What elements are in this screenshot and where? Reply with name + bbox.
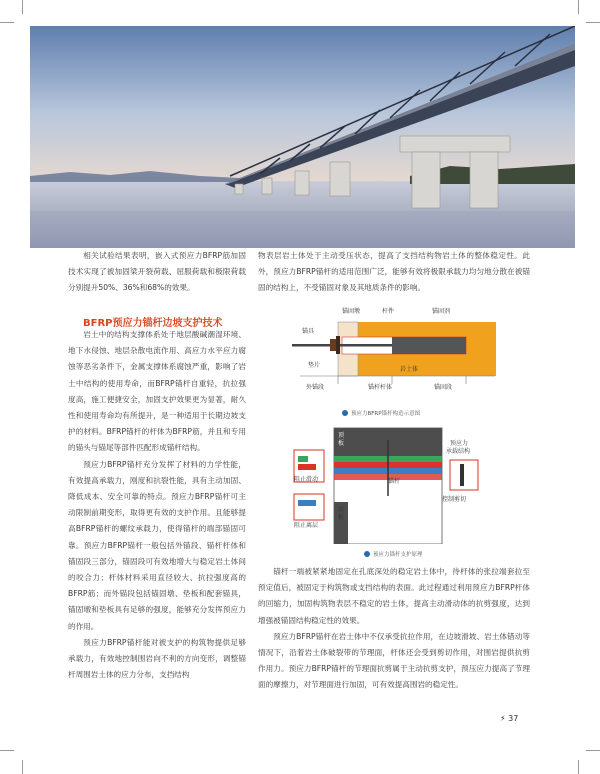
body-paragraph: 岩土中的结构支撑体系处于地层酸碱潮湿环境、地下水侵蚀、地层杂散电流作用、高应力水平应力腐蚀等恶劣条件下，金属支撑体系腐蚀严重，影响了岩土中结构的使用寿命，而BFRP锚杆自重轻，抗拉强度高，施工便捷安全，加固支护效果更为显著，耐久性和使用寿命均有所提升，是一种适用于长期边坡支护的材料。BFRP锚杆的杆体为BFRP筋，并且和专用的锚头与锚尾等部件匹配形成锚杆结构。: [68, 330, 246, 453]
body-paragraph: 物表层岩土体处于主动受压状态，提高了支挡结构物岩土体的整体稳定性。此外，预应力BFRP锚杆的适用范围广泛，能够有效将极限承载力均匀地分散在被锚固的结构上，不受锚固对象及其地质条件的影响。: [258, 251, 530, 293]
label-anti-slip: 阻止滑动: [294, 476, 319, 483]
figure1-caption: 预应力BFRP锚杆构造示意图: [342, 409, 420, 417]
crop-mark: [22, 0, 23, 14]
body-paragraph: 预应力BFRP锚杆在岩土体中不仅承受抗拉作用，在边坡滑坡、岩土体错动等情况下，沿着岩土体破裂带的节理面，杆体还会受到剪切作用，对围岩提供抗剪作用力。预应力BFRP锚杆的节理面抗剪属于主动抗剪支护，预压应力提高了节理面的摩擦力，对节理面进行加固，可有效提高围岩的稳定性。: [258, 631, 530, 690]
label-top: 顶板: [338, 432, 345, 447]
figure-support-principle: [290, 426, 505, 544]
page-number: ⚡ 37: [500, 714, 519, 723]
label-prestress: 预应力: [450, 440, 469, 447]
figure2-caption: 预应力锚杆支护原理: [364, 550, 423, 558]
crop-mark: [0, 22, 14, 23]
intro-paragraph: 相关试验结果表明，嵌入式预应力BFRP筋加固技术实现了被加固梁开裂荷载、屈服荷载和极限荷载分别提升50%、36%和68%的效果。: [68, 251, 246, 293]
figure-anchor-structure: [290, 308, 500, 408]
label-floor: 底板: [338, 506, 345, 521]
lightning-icon: ⚡: [500, 714, 506, 723]
body-paragraph: 锚杆一端被紧紧地固定在孔底深处的稳定岩土体中，待杆体的张拉端套拉至预定值后，被固定于构筑物或支挡结构的表面。此过程通过利用预应力BFRP杆体的回缩力，加固构筑物表层不稳定的岩土体，提高主动滑动体的抗剪强度，达到增强被锚固结构稳定性的效果。: [258, 567, 530, 625]
label-grout: 锚固剂: [432, 308, 451, 315]
crop-mark: [0, 750, 14, 751]
section-heading: BFRP预应力锚杆边坡支护技术: [83, 318, 223, 329]
label-anchor-pier: 锚固墩: [342, 308, 361, 315]
right-column-top: [258, 248, 530, 297]
body-paragraph: 预应力BFRP锚杆充分发挥了材料的力学性能，有效提高承载力，刚度和抗裂性能，具有主动加固、降低成本、安全可靠的特点。预应力BFRP锚杆可主动限制前期变形，取得更有效的支护作用。且能够提高BFRP锚杆的螺纹承载力，使得锚杆的端部锚固可靠。预应力BFRP锚杆一般包括外锚段、锚杆杆体和锚固段三部分，锚固段可有效地增大与稳定岩土体间的咬合力；杆体材料采用直径较大、抗拉强度高的BFRP筋；而外锚段包括锚固墩、垫板和配套锚具，锚固墩和垫板具有足够的强度，能够充分发挥预应力的作用。: [68, 459, 246, 631]
label-pad: 垫片: [308, 362, 321, 369]
crop-mark: [586, 750, 600, 751]
label-anchor-head: 锚具: [302, 328, 315, 335]
body-paragraph: 预应力BFRP锚杆能对被支护的构筑物提供足够承载力，有效地控制围岩向不利的方向变形，调整锚杆周围岩土体的应力分布，支挡结构: [68, 637, 246, 680]
left-column: [68, 248, 246, 297]
label-outer-section: 外锚段: [306, 384, 325, 391]
label-anti-sep: 阻止离层: [294, 522, 319, 529]
label-rod: 杆件: [382, 308, 395, 315]
left-column-body: [68, 327, 246, 683]
right-column-bottom: [258, 564, 530, 694]
label-bearing: 承载结构: [446, 448, 471, 455]
bridge-photo: [30, 26, 575, 248]
label-rod-body: 锚杆杆体: [368, 384, 393, 391]
label-soil: 岩土体: [400, 366, 419, 373]
crop-mark: [578, 0, 579, 14]
label-bolt: 锚杆: [388, 478, 401, 485]
crop-mark: [578, 760, 579, 774]
label-anchor-section: 锚固段: [434, 384, 453, 391]
crop-mark: [22, 760, 23, 774]
crop-mark: [586, 22, 600, 23]
label-shear: 控制剪切: [442, 496, 467, 503]
